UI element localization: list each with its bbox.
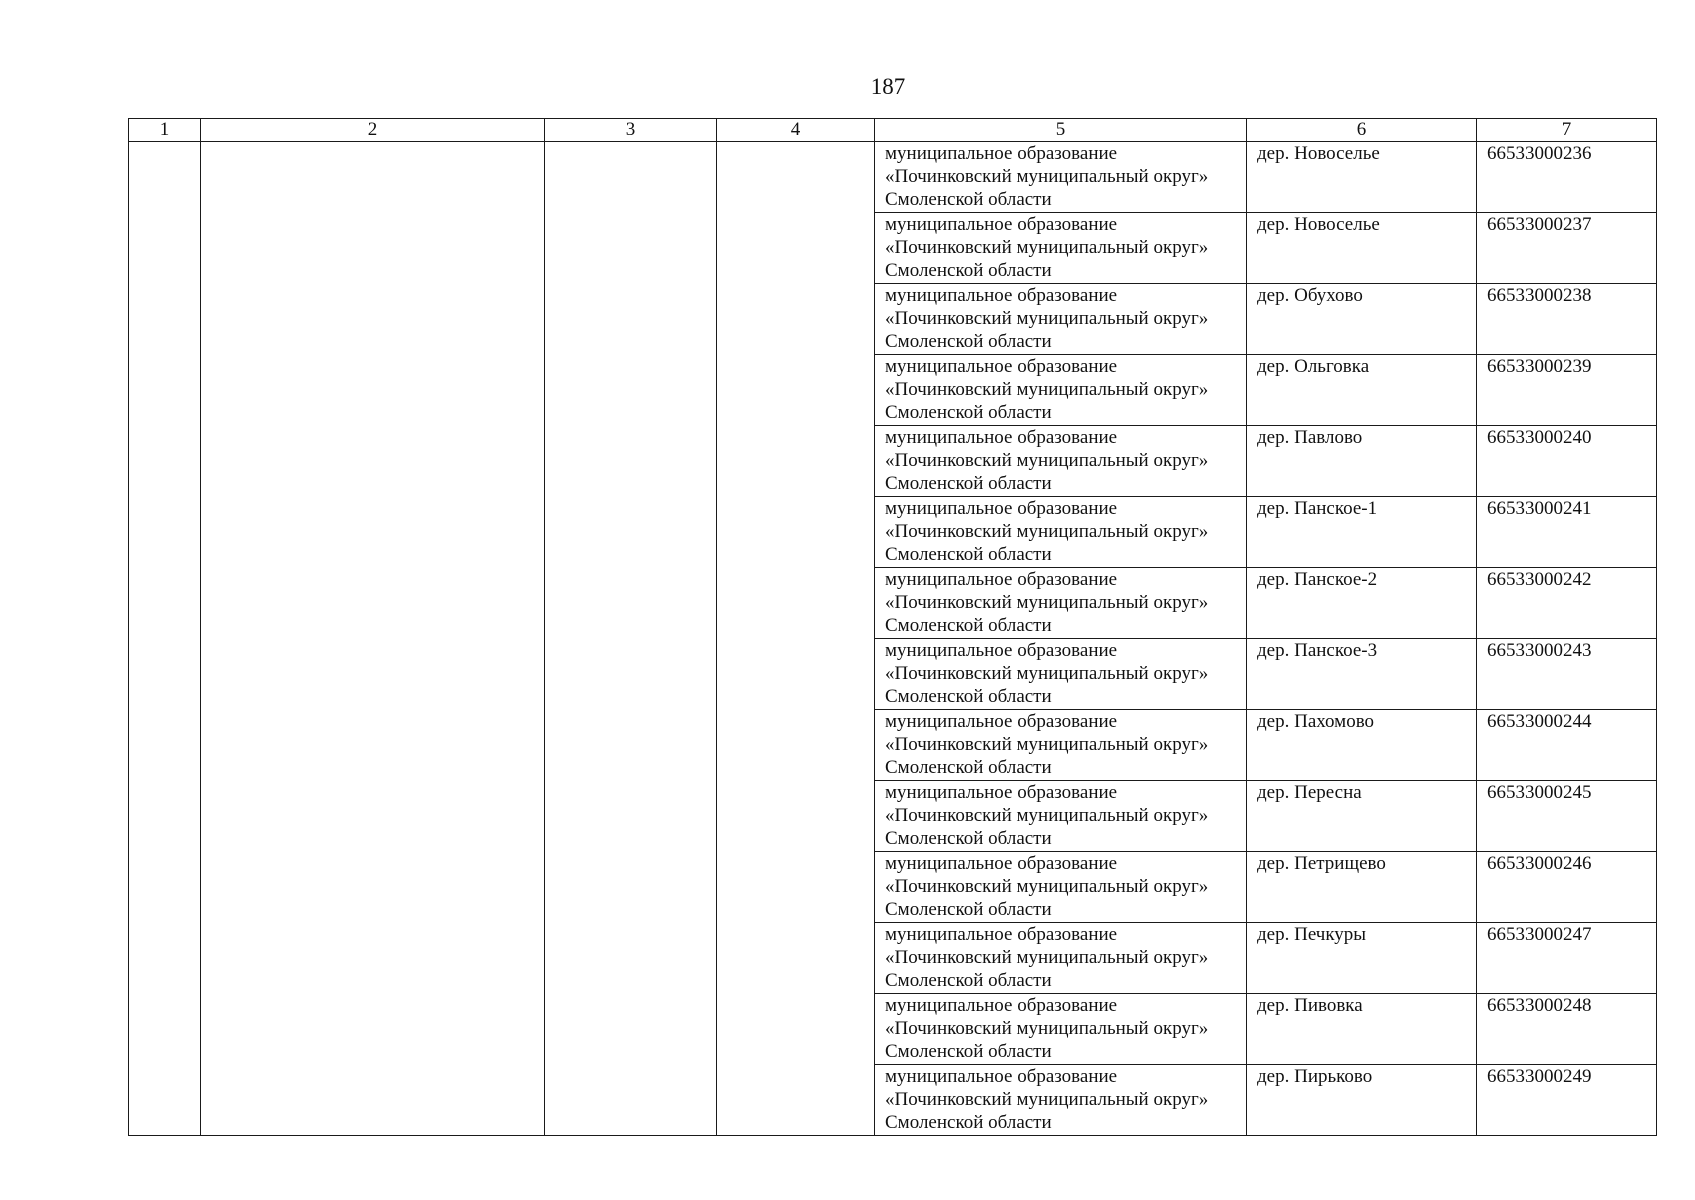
settlement-cell: дер. Печкуры — [1247, 923, 1477, 994]
municipality-line: Смоленской области — [885, 473, 1052, 494]
municipality-line: муниципальное образование — [885, 427, 1118, 448]
oktmo-code-cell: 66533000245 — [1477, 781, 1657, 852]
municipality-line: муниципальное образование — [885, 285, 1118, 306]
settlement-cell: дер. Петрищево — [1247, 852, 1477, 923]
column-header-3: 3 — [545, 119, 717, 142]
settlement-cell: дер. Панское-1 — [1247, 497, 1477, 568]
municipality-line: Смоленской области — [885, 331, 1052, 352]
municipality-line: «Починковский муниципальный округ» — [885, 734, 1209, 755]
municipality-line: муниципальное образование — [885, 214, 1118, 235]
municipality-cell — [875, 284, 1247, 355]
settlement-cell: дер. Пирьково — [1247, 1065, 1477, 1136]
municipality-line: «Починковский муниципальный округ» — [885, 1089, 1209, 1110]
municipality-line: «Починковский муниципальный округ» — [885, 805, 1209, 826]
oktmo-code-cell: 66533000238 — [1477, 284, 1657, 355]
municipality-line: «Починковский муниципальный округ» — [885, 663, 1209, 684]
municipality-line: муниципальное образование — [885, 995, 1118, 1016]
municipality-line: муниципальное образование — [885, 924, 1118, 945]
settlement-cell: дер. Павлово — [1247, 426, 1477, 497]
settlement-cell: дер. Панское-2 — [1247, 568, 1477, 639]
municipality-line: муниципальное образование — [885, 498, 1118, 519]
table-body — [129, 142, 1657, 1136]
oktmo-code-cell: 66533000246 — [1477, 852, 1657, 923]
municipality-line: «Починковский муниципальный округ» — [885, 450, 1209, 471]
settlement-cell: дер. Пахомово — [1247, 710, 1477, 781]
municipality-line: «Починковский муниципальный округ» — [885, 308, 1209, 329]
municipality-line: муниципальное образование — [885, 569, 1118, 590]
municipality-line: «Починковский муниципальный округ» — [885, 1018, 1209, 1039]
column-header-2: 2 — [201, 119, 545, 142]
oktmo-code-cell: 66533000241 — [1477, 497, 1657, 568]
municipality-cell — [875, 142, 1247, 213]
oktmo-code-cell: 66533000239 — [1477, 355, 1657, 426]
municipality-line: Смоленской области — [885, 402, 1052, 423]
municipality-line: Смоленской области — [885, 899, 1052, 920]
column-header-7: 7 — [1477, 119, 1657, 142]
municipality-line: муниципальное образование — [885, 356, 1118, 377]
municipality-cell — [875, 710, 1247, 781]
column-header-1: 1 — [129, 119, 201, 142]
empty-cell-col-1 — [129, 142, 201, 1136]
settlement-cell: дер. Обухово — [1247, 284, 1477, 355]
column-header-4: 4 — [717, 119, 875, 142]
oktmo-code-cell: 66533000243 — [1477, 639, 1657, 710]
register-table — [128, 118, 1657, 1136]
municipality-cell — [875, 213, 1247, 284]
municipality-line: Смоленской области — [885, 970, 1052, 991]
municipality-line: Смоленской области — [885, 686, 1052, 707]
municipality-line: муниципальное образование — [885, 1066, 1118, 1087]
column-header-6: 6 — [1247, 119, 1477, 142]
oktmo-code-cell: 66533000236 — [1477, 142, 1657, 213]
oktmo-code-cell: 66533000237 — [1477, 213, 1657, 284]
municipality-cell — [875, 994, 1247, 1065]
municipality-line: муниципальное образование — [885, 853, 1118, 874]
settlement-cell: дер. Панское-3 — [1247, 639, 1477, 710]
settlement-cell: дер. Ольговка — [1247, 355, 1477, 426]
municipality-line: «Починковский муниципальный округ» — [885, 592, 1209, 613]
municipality-line: «Починковский муниципальный округ» — [885, 237, 1209, 258]
empty-cell-col-3 — [545, 142, 717, 1136]
municipality-line: Смоленской области — [885, 828, 1052, 849]
municipality-line: муниципальное образование — [885, 711, 1118, 732]
oktmo-code-cell: 66533000242 — [1477, 568, 1657, 639]
municipality-line: «Починковский муниципальный округ» — [885, 379, 1209, 400]
municipality-line: муниципальное образование — [885, 143, 1118, 164]
settlement-cell: дер. Новоселье — [1247, 213, 1477, 284]
settlement-cell: дер. Новоселье — [1247, 142, 1477, 213]
municipality-cell — [875, 426, 1247, 497]
municipality-line: Смоленской области — [885, 189, 1052, 210]
municipality-line: муниципальное образование — [885, 640, 1118, 661]
municipality-line: «Починковский муниципальный округ» — [885, 876, 1209, 897]
municipality-line: «Починковский муниципальный округ» — [885, 521, 1209, 542]
settlement-cell: дер. Пивовка — [1247, 994, 1477, 1065]
header-row — [129, 119, 1657, 142]
municipality-line: «Починковский муниципальный округ» — [885, 947, 1209, 968]
municipality-line: Смоленской области — [885, 615, 1052, 636]
municipality-line: Смоленской области — [885, 1112, 1052, 1133]
settlement-cell: дер. Пересна — [1247, 781, 1477, 852]
empty-cell-col-4 — [717, 142, 875, 1136]
municipality-cell — [875, 355, 1247, 426]
municipality-cell — [875, 497, 1247, 568]
empty-cell-col-2 — [201, 142, 545, 1136]
municipality-cell — [875, 781, 1247, 852]
municipality-cell — [875, 639, 1247, 710]
municipality-line: Смоленской области — [885, 1041, 1052, 1062]
municipality-cell — [875, 923, 1247, 994]
oktmo-code-cell: 66533000244 — [1477, 710, 1657, 781]
municipality-cell — [875, 568, 1247, 639]
page-number: 187 — [870, 74, 906, 99]
oktmo-code-cell: 66533000247 — [1477, 923, 1657, 994]
municipality-line: «Починковский муниципальный округ» — [885, 166, 1209, 187]
municipality-cell — [875, 1065, 1247, 1136]
municipality-line: Смоленской области — [885, 260, 1052, 281]
municipality-line: Смоленской области — [885, 757, 1052, 778]
table-header — [129, 119, 1657, 142]
municipality-line: муниципальное образование — [885, 782, 1118, 803]
municipality-cell — [875, 852, 1247, 923]
oktmo-code-cell: 66533000249 — [1477, 1065, 1657, 1136]
oktmo-code-cell: 66533000248 — [1477, 994, 1657, 1065]
oktmo-code-cell: 66533000240 — [1477, 426, 1657, 497]
table-row — [129, 142, 1657, 213]
municipality-line: Смоленской области — [885, 544, 1052, 565]
column-header-5: 5 — [875, 119, 1247, 142]
